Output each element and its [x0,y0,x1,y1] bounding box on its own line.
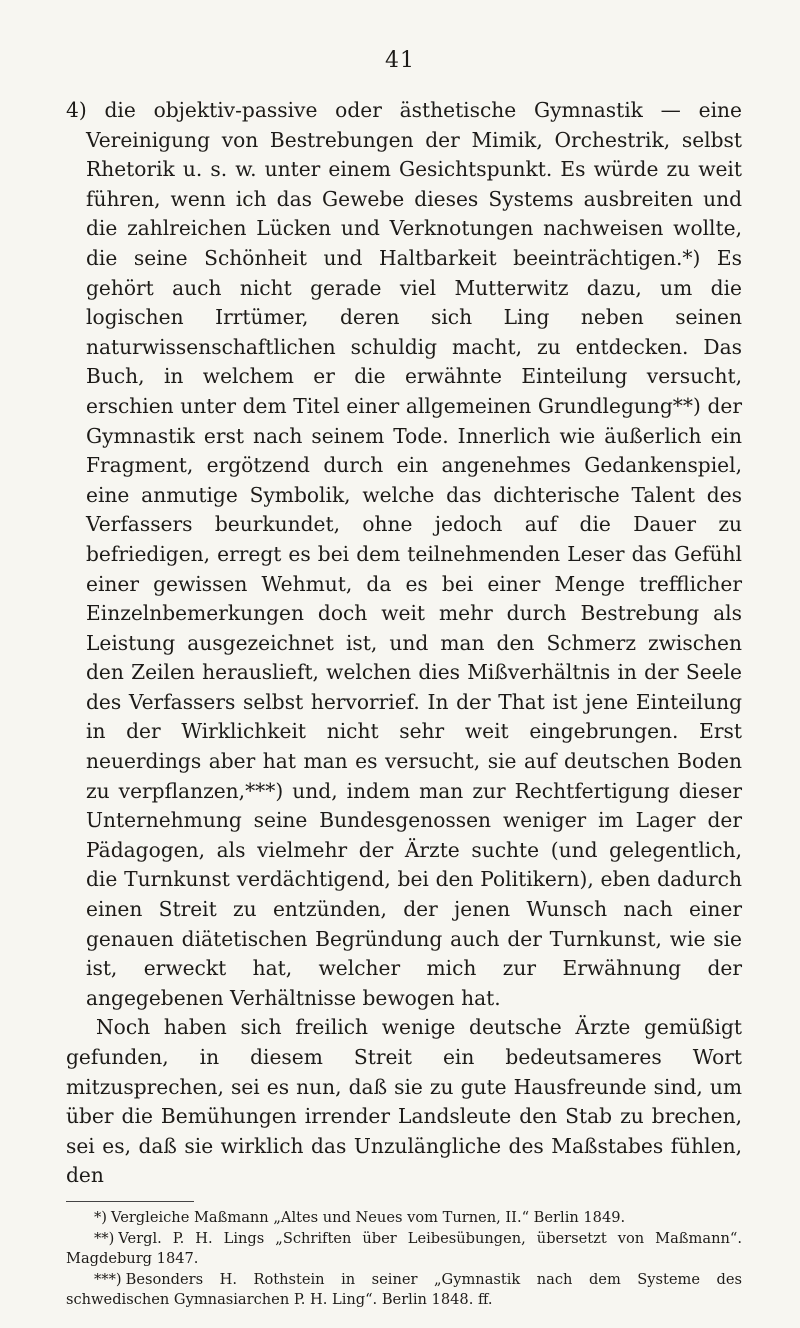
footnote-text: Vergl. P. H. Lings „Schriften über Leibesübungen, übersetzt von Maßmann“. Magdeburg 1847. [66,1229,742,1267]
footnote-3 [66,1270,742,1310]
footnotes [66,1208,742,1310]
paragraph-1: 4) die objektiv-passive oder ästhetische Gymnastik — eine Vereinigung von Bestrebungen der Mimik, Orchestrik, selbst Rhetorik u. s. w. unter einem Gesichtspunkt. Es würde zu weit führen, wenn ich das Gewebe dieses Systems ausbreiten und die zahlreichen Lücken und Verknotungen nachweisen wollte, die seine Schönheit und Haltbarkeit beeinträchtigen.*) Es gehört auch nicht gerade viel Mutterwitz dazu, um die logischen Irrtümer, deren sich Ling neben seinen naturwissenschaftlichen schuldig macht, zu entdecken. Das Buch, in welchem er die erwähnte Einteilung versucht, erschien unter dem Titel einer allgemeinen Grundlegung**) der Gymnastik erst nach seinem Tode. Innerlich wie äußerlich ein Fragment, ergötzend durch ein angenehmes Gedankenspiel, eine anmutige Symbolik, welche das dichterische Talent des Verfassers beurkundet, ohne jedoch auf die Dauer zu befriedigen, erregt es bei dem teilnehmenden Leser das Gefühl einer gewissen Wehmut, da es bei einer Menge trefflicher Einzelnbemerkungen doch weit mehr durch Bestrebung als Leistung ausgezeichnet ist, und man den Schmerz zwischen den Zeilen herauslieft, welchen dies Mißverhältnis in der Seele des Verfassers selbst hervorrief. In der That ist jene Einteilung in der Wirklichkeit nicht sehr weit eingebrungen. Erst neuerdings aber hat man es versucht, sie auf deutschen Boden zu verpflanzen,***) und, indem man zur Rechtfertigung dieser Unternehmung seine Bundesgenossen weniger im Lager der Pädagogen, als vielmehr der Ärzte suchte (und gelegentlich, die Turnkunst verdächtigend, bei den Politikern), eben dadurch einen Streit zu entzünden, der jenen Wunsch nach einer genauen diätetischen Begründung auch der Turnkunst, wie sie ist, erweckt hat, welcher mich zur Erwähnung der angegebenen Verhältnisse bewogen hat. [66,98,742,1010]
footnote-mark: ***) [94,1270,122,1288]
footnote-1 [66,1208,742,1228]
footnote-text: Besonders H. Rothstein in seiner „Gymnastik nach dem Systeme des schwedischen Gymnasiarchen P. H. Ling“. Berlin 1848. ff. [66,1270,742,1308]
paragraph-2: Noch haben sich freilich wenige deutsche Ärzte gemüßigt gefunden, in diesem Streit ein bedeutsameres Wort mitzusprechen, sei es nun, daß sie zu gute Hausfreunde sind, um über die Bemühungen irrender Landsleute den Stab zu brechen, sei es, daß sie wirklich das Unzulängliche des Maßstabes fühlen, den [66,1015,742,1188]
footnote-mark: *) [94,1208,107,1226]
footnote-mark: **) [94,1229,115,1247]
footnote-text: Vergleiche Maßmann „Altes und Neues vom Turnen, II.“ Berlin 1849. [111,1208,626,1226]
page-number: 41 [385,48,415,73]
footnote-divider [66,1201,194,1202]
footnote-2 [66,1229,742,1269]
main-text [66,96,742,1311]
